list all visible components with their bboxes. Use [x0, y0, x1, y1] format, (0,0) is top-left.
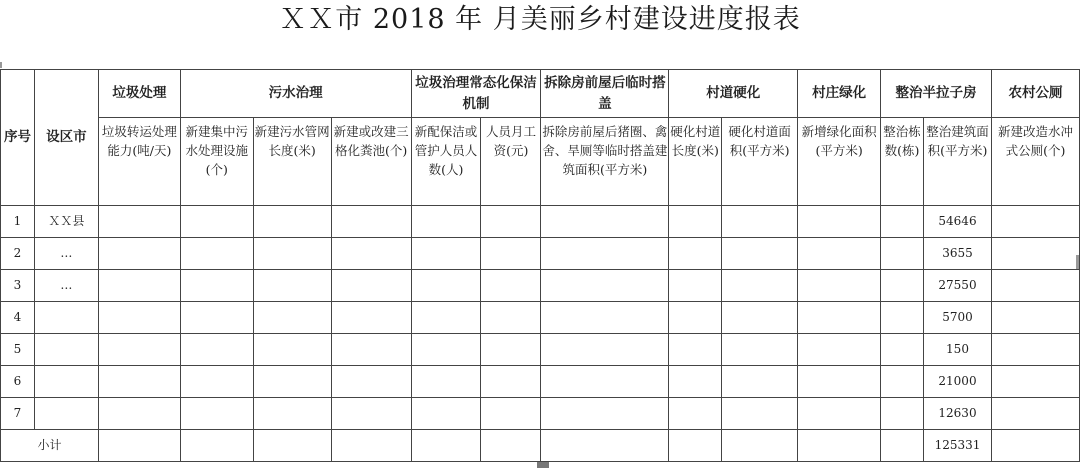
subheader-garbage-capacity: 垃圾转运处理能力(吨/天): [98, 118, 180, 206]
subtotal-row: [1, 430, 1080, 462]
cell-renovation-count: [881, 206, 924, 238]
cell-road-length: [669, 334, 722, 366]
cell-road-area: [722, 430, 798, 462]
cell-road-area: [722, 238, 798, 270]
report-title: ＸＸ市 2018 年 月美丽乡村建设进度报表: [279, 4, 801, 35]
subheader-demolish-area: 拆除房前屋后猪圈、禽舍、旱厕等临时搭盖建筑面积(平方米): [541, 118, 669, 206]
cell-renovation-count: [881, 238, 924, 270]
subheader-sewage-facility: 新建集中污水处理设施(个): [180, 118, 253, 206]
cell-demolish-area: [541, 366, 669, 398]
cell-septic-tank: [331, 238, 411, 270]
cell-demolish-area: [541, 238, 669, 270]
cell-road-area: [722, 366, 798, 398]
progress-report-table: [0, 69, 1080, 462]
header-greening: 村庄绿化: [798, 70, 881, 118]
cell-wage: [481, 334, 541, 366]
table-row: [1, 398, 1080, 430]
cell-cleaners: [411, 366, 481, 398]
cell-sewage-facility: [180, 334, 253, 366]
cell-septic-tank: [331, 398, 411, 430]
subtotal-renovation-area: 125331: [924, 430, 992, 462]
cell-demolish-area: [541, 398, 669, 430]
cell-toilet-new: [991, 366, 1079, 398]
cell-demolish-area: [541, 270, 669, 302]
header-demolish: 拆除房前屋后临时搭盖: [541, 70, 669, 118]
cell-road-area: [722, 302, 798, 334]
cell-garbage-capacity: [98, 398, 180, 430]
cell-cleaners: [411, 302, 481, 334]
cell-septic-tank: [331, 334, 411, 366]
cell-garbage-capacity: [98, 334, 180, 366]
cell-renovation-count: [881, 366, 924, 398]
cell-district: …: [34, 238, 98, 270]
cell-road-length: [669, 238, 722, 270]
cell-seq: 4: [1, 302, 35, 334]
cell-septic-tank: [331, 270, 411, 302]
cell-septic-tank: [331, 366, 411, 398]
cell-district: [34, 302, 98, 334]
cell-toilet-new: [991, 238, 1079, 270]
header-garbage: 垃圾处理: [98, 70, 180, 118]
table-row: [1, 238, 1080, 270]
cell-seq: 1: [1, 206, 35, 238]
cell-seq: 2: [1, 238, 35, 270]
cell-wage: [481, 398, 541, 430]
subheader-septic-tank: 新建或改建三格化粪池(个): [331, 118, 411, 206]
cell-renovation-area: 21000: [924, 366, 992, 398]
cell-wage: [481, 238, 541, 270]
cell-toilet-new: [991, 398, 1079, 430]
header-district: 设区市: [34, 70, 98, 206]
cell-garbage-capacity: [98, 430, 180, 462]
cell-renovation-area: 54646: [924, 206, 992, 238]
cell-road-length: [669, 206, 722, 238]
cell-sewage-pipe: [253, 398, 331, 430]
cell-district: [34, 366, 98, 398]
table-row: [1, 206, 1080, 238]
subheader-road-length: 硬化村道长度(米): [669, 118, 722, 206]
cell-cleaners: [411, 398, 481, 430]
cell-renovation-count: [881, 270, 924, 302]
subtotal-label: 小计: [1, 430, 99, 462]
cell-demolish-area: [541, 430, 669, 462]
cell-sewage-facility: [180, 238, 253, 270]
cell-road-area: [722, 270, 798, 302]
cell-road-area: [722, 206, 798, 238]
cell-renovation-count: [881, 302, 924, 334]
cell-sewage-facility: [180, 270, 253, 302]
cell-sewage-facility: [180, 430, 253, 462]
cell-seq: 3: [1, 270, 35, 302]
cell-renovation-area: 27550: [924, 270, 992, 302]
cell-septic-tank: [331, 430, 411, 462]
cell-toilet-new: [991, 206, 1079, 238]
cell-wage: [481, 206, 541, 238]
cell-green-area: [798, 366, 881, 398]
cell-demolish-area: [541, 302, 669, 334]
cell-wage: [481, 366, 541, 398]
cell-road-length: [669, 302, 722, 334]
cell-sewage-pipe: [253, 206, 331, 238]
cell-road-area: [722, 334, 798, 366]
cell-sewage-pipe: [253, 238, 331, 270]
cell-garbage-capacity: [98, 238, 180, 270]
cell-garbage-capacity: [98, 270, 180, 302]
header-seq: 序号: [1, 70, 35, 206]
cell-sewage-pipe: [253, 430, 331, 462]
cell-sewage-pipe: [253, 334, 331, 366]
cell-renovation-area: 3655: [924, 238, 992, 270]
cell-sewage-pipe: [253, 302, 331, 334]
table-row: [1, 334, 1080, 366]
cell-sewage-facility: [180, 398, 253, 430]
cell-green-area: [798, 238, 881, 270]
cell-district: ＸＸ县: [34, 206, 98, 238]
cell-wage: [481, 430, 541, 462]
cell-renovation-count: [881, 430, 924, 462]
cell-cleaners: [411, 270, 481, 302]
cell-demolish-area: [541, 334, 669, 366]
cell-green-area: [798, 398, 881, 430]
table-row: [1, 302, 1080, 334]
cell-toilet-new: [991, 430, 1079, 462]
cell-garbage-capacity: [98, 206, 180, 238]
cell-garbage-capacity: [98, 366, 180, 398]
subheader-renovation-count: 整治栋数(栋): [881, 118, 924, 206]
cell-wage: [481, 270, 541, 302]
cell-septic-tank: [331, 206, 411, 238]
cell-seq: 6: [1, 366, 35, 398]
cell-sewage-facility: [180, 206, 253, 238]
cell-renovation-count: [881, 398, 924, 430]
cell-road-length: [669, 366, 722, 398]
page-edge-mark: [0, 62, 2, 68]
cell-road-length: [669, 398, 722, 430]
cell-green-area: [798, 334, 881, 366]
cell-septic-tank: [331, 302, 411, 334]
cell-cleaners: [411, 430, 481, 462]
cell-road-area: [722, 398, 798, 430]
cell-cleaners: [411, 206, 481, 238]
cell-district: [34, 334, 98, 366]
subheader-toilet-new: 新建改造水冲式公厕(个): [991, 118, 1079, 206]
cell-seq: 7: [1, 398, 35, 430]
header-renovation: 整治半拉子房: [881, 70, 992, 118]
cell-wage: [481, 302, 541, 334]
cell-renovation-area: 150: [924, 334, 992, 366]
page-break-mark: [537, 462, 549, 468]
cell-demolish-area: [541, 206, 669, 238]
cell-sewage-facility: [180, 302, 253, 334]
cell-sewage-facility: [180, 366, 253, 398]
cell-cleaners: [411, 238, 481, 270]
cell-renovation-area: 12630: [924, 398, 992, 430]
subheader-road-area: 硬化村道面积(平方米): [722, 118, 798, 206]
header-sewage: 污水治理: [180, 70, 411, 118]
cell-road-length: [669, 430, 722, 462]
header-toilet: 农村公厕: [991, 70, 1079, 118]
cell-seq: 5: [1, 334, 35, 366]
subheader-wage: 人员月工资(元): [481, 118, 541, 206]
cell-renovation-area: 5700: [924, 302, 992, 334]
cell-district: …: [34, 270, 98, 302]
header-road: 村道硬化: [669, 70, 798, 118]
header-garbage-mechanism: 垃圾治理常态化保洁机制: [411, 70, 541, 118]
cell-toilet-new: [991, 302, 1079, 334]
cell-green-area: [798, 270, 881, 302]
cell-green-area: [798, 430, 881, 462]
subheader-cleaners: 新配保洁或管护人员人数(人): [411, 118, 481, 206]
cell-district: [34, 398, 98, 430]
cell-sewage-pipe: [253, 270, 331, 302]
cell-toilet-new: [991, 334, 1079, 366]
cell-toilet-new: [991, 270, 1079, 302]
page-edge-mark: [1076, 255, 1079, 269]
subheader-sewage-pipe: 新建污水管网长度(米): [253, 118, 331, 206]
cell-garbage-capacity: [98, 302, 180, 334]
table-row: [1, 366, 1080, 398]
cell-road-length: [669, 270, 722, 302]
cell-renovation-count: [881, 334, 924, 366]
table-row: [1, 270, 1080, 302]
cell-sewage-pipe: [253, 366, 331, 398]
cell-cleaners: [411, 334, 481, 366]
subheader-green-area: 新增绿化面积(平方米): [798, 118, 881, 206]
subheader-renovation-area: 整治建筑面积(平方米): [924, 118, 992, 206]
cell-green-area: [798, 206, 881, 238]
cell-green-area: [798, 302, 881, 334]
